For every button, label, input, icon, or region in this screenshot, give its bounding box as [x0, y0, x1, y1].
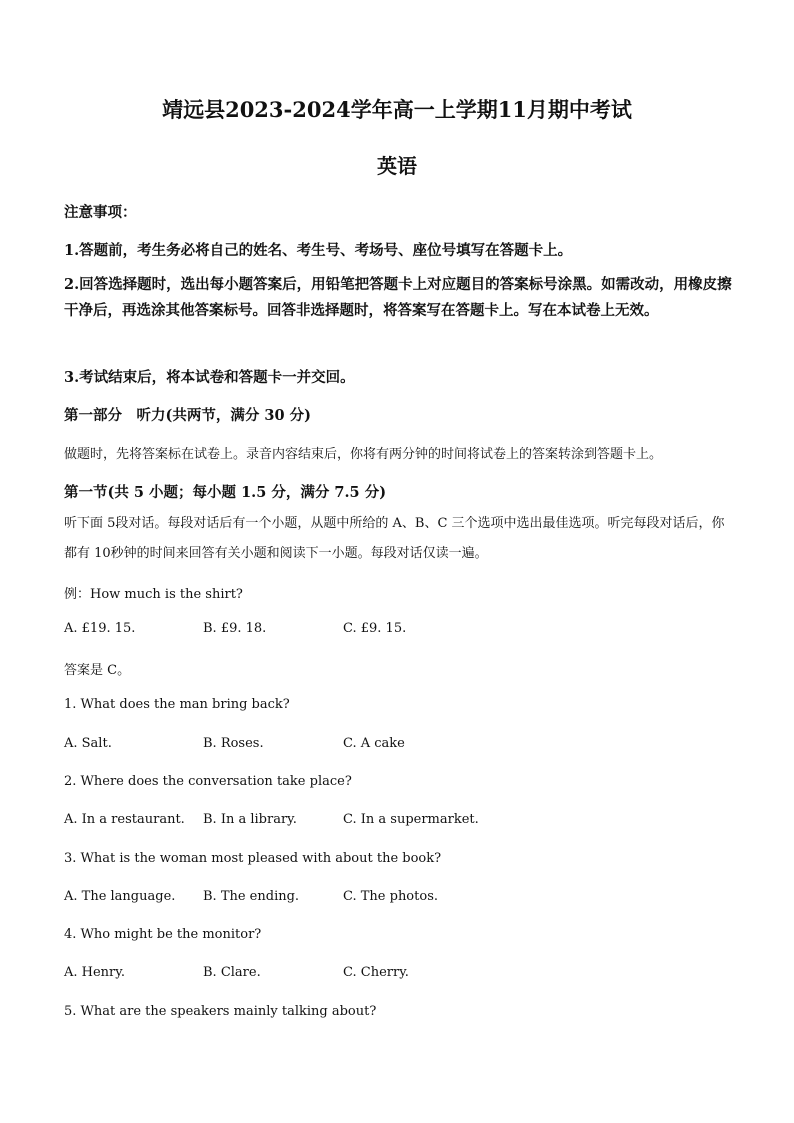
example-answer: 答案是 C。 — [64, 663, 131, 678]
part1-instruction: 做题时，先将答案标在试卷上。录音内容结束后，你将有两分钟的时间将试卷上的答案转涂到答题卡上。 — [64, 447, 663, 462]
section1-heading: 第一节(共 5 小题；每小题 1.5 分，满分 7.5 分) — [64, 484, 387, 501]
q4-option-c: C. Cherry. — [343, 965, 409, 980]
q3-option-b: B. The ending. — [203, 889, 300, 904]
question-5: 5. What are the speakers mainly talking about? — [64, 1004, 377, 1019]
notice-item-2: 2.回答选择题时，选出每小题答案后，用铅笔把答题卡上对应题目的答案标号涂黑。如需改动，用橡皮擦干净后，再选涂其他答案标号。回答非选择题时，将答案写在答题卡上。写在本试卷上无效。 — [64, 276, 732, 319]
notice-item-3: 3.考试结束后，将本试卷和答题卡一并交回。 — [64, 369, 355, 386]
q3-option-a: A. The language. — [64, 889, 176, 904]
subject-title: 英语 — [377, 154, 417, 178]
example-question: 例：How much is the shirt? — [64, 587, 243, 602]
q4-option-a: A. Henry. — [64, 965, 126, 980]
q1-option-c: C. A cake — [343, 736, 405, 751]
q2-option-b: B. In a library. — [203, 812, 297, 827]
notice-item-1: 1.答题前，考生务必将自己的姓名、考生号、考场号、座位号填写在答题卡上。 — [64, 242, 573, 259]
section1-instruction: 听下面 5段对话。每段对话后有一个小题，从题中所给的 A、B、C 三个选项中选出最佳选项。听完每段对话后，你都有 10秒钟的时间来回答有关小题和阅读下一小题。每段对话仅读一遍。 — [64, 516, 725, 561]
q3-option-c: C. The photos. — [343, 889, 438, 904]
q4-option-b: B. Clare. — [203, 965, 261, 980]
question-2: 2. Where does the conversation take place? — [64, 774, 352, 789]
example-option-a: A. £19. 15. — [64, 621, 136, 636]
question-3: 3. What is the woman most pleased with about the book? — [64, 851, 442, 866]
q1-option-b: B. Roses. — [203, 736, 264, 751]
example-option-c: C. £9. 15. — [343, 621, 407, 636]
q2-option-c: C. In a supermarket. — [343, 812, 479, 827]
part1-heading: 第一部分 听力(共两节，满分 30 分) — [64, 407, 311, 424]
exam-title: 靖远县2023-2024学年高一上学期11月期中考试 — [162, 97, 632, 122]
question-4: 4. Who might be the monitor? — [64, 927, 262, 942]
question-1: 1. What does the man bring back? — [64, 697, 290, 712]
q1-option-a: A. Salt. — [64, 736, 112, 751]
example-option-b: B. £9. 18. — [203, 621, 267, 636]
q2-option-a: A. In a restaurant. — [64, 812, 185, 827]
notice-heading: 注意事项： — [64, 204, 137, 221]
